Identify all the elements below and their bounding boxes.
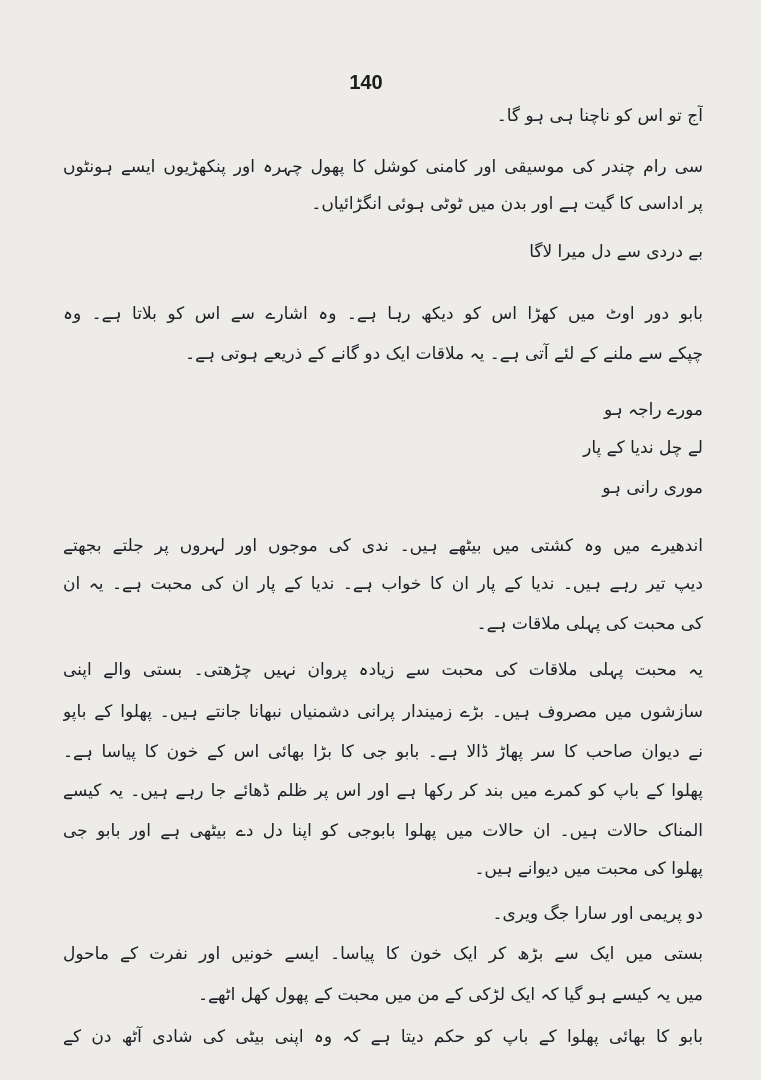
text-line: پھلوا کے باپ کو کمرے میں بند کر رکھا ہے اور اس پر ظلم ڈھائے جا رہے ہیں۔ یہ کیسے <box>63 781 703 801</box>
text-line: اندھیرے میں وہ کشتی میں بیٹھے ہیں۔ ندی کی موجوں اور لہروں پر جلتے بجھتے <box>63 536 703 556</box>
text-line: سی رام چندر کی موسیقی اور کامنی کوشل کا پھول چہرہ اور پنکھڑیوں ایسے ہونٹوں <box>63 157 703 177</box>
text-line: نے دیوان صاحب کا سر پھاڑ ڈالا ہے۔ بابو جی کا بڑا بھائی اس کے خون کا پیاسا ہے۔ <box>63 742 703 762</box>
text-line: سازشوں میں مصروف ہیں۔ بڑے زمیندار پرانی دشمنیاں نبھانا جانتے ہیں۔ پھلوا کے باپو <box>63 702 703 722</box>
verse-line: لے چل ندیا کے پار <box>583 438 703 458</box>
page-number: 140 <box>349 72 383 94</box>
verse-line: موری رانی ہو <box>602 478 703 498</box>
text-line: میں یہ کیسے ہو گیا کہ ایک لڑکی کے من میں محبت کے پھول کھل اٹھے۔ <box>198 985 703 1005</box>
text-line: دیپ تیر رہے ہیں۔ ندیا کے پار ان کا خواب ہے۔ ندیا کے پار ان کی محبت ہے۔ یہ ان <box>63 574 703 594</box>
text-line: کی محبت کی پہلی ملاقات ہے۔ <box>476 614 703 634</box>
text-line: بابو کا بھائی پھلوا کے باپ کو حکم دیتا ہے کہ وہ اپنی بیٹی کی شادی آٹھ دن کے <box>63 1027 703 1047</box>
text-line: پر اداسی کا گیت ہے اور بدن میں ٹوٹی ہوئی انگڑائیاں۔ <box>311 194 703 214</box>
text-line: بستی میں ایک سے بڑھ کر ایک خون کا پیاسا۔ ایسے خونیں اور نفرت کے ماحول <box>63 944 703 964</box>
text-line: بابو دور اوٹ میں کھڑا اس کو دیکھ رہا ہے۔ وہ اشارے سے اس کو بلاتا ہے۔ وہ <box>63 304 703 324</box>
text-line: آج تو اس کو ناچنا ہی ہو گا۔ <box>496 106 703 126</box>
verse-line: بے دردی سے دل میرا لاگا <box>529 242 703 262</box>
text-line: چپکے سے ملنے کے لئے آتی ہے۔ یہ ملاقات ایک دو گانے کے ذریعے ہوتی ہے۔ <box>185 344 703 364</box>
text-line: پھلوا کی محبت میں دیوانے ہیں۔ <box>474 859 703 879</box>
verse-line: مورے راجہ ہو <box>603 400 703 420</box>
text-line: یہ محبت پہلی ملاقات کی محبت سے زیادہ پروان نہیں چڑھتی۔ بستی والے اپنی <box>63 660 703 680</box>
text-line: المناک حالات ہیں۔ ان حالات میں پھلوا بابوجی کو اپنا دل دے بیٹھی ہے اور بابو جی <box>63 821 703 841</box>
text-line: دو پریمی اور سارا جگ ویری۔ <box>492 904 703 924</box>
